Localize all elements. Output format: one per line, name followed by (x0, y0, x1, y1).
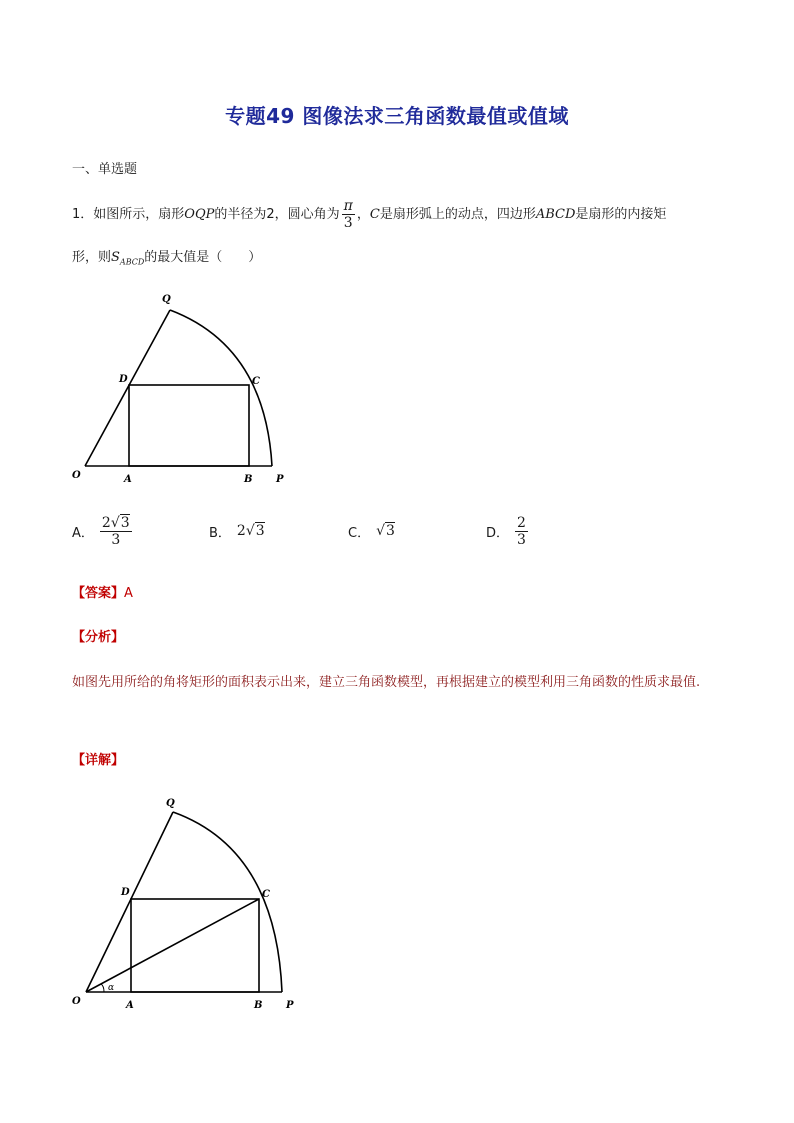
option-b-letter: B． (209, 525, 231, 541)
option-d[interactable] (486, 510, 530, 552)
option-a-coef: 2 (101, 514, 111, 531)
option-a-sqrt: √3 (110, 514, 130, 531)
label-d: D (119, 374, 128, 385)
option-a-numerator (100, 515, 132, 532)
label-o: O (72, 470, 81, 481)
area-subscript: ABCD (119, 257, 145, 267)
line-oq (85, 310, 170, 466)
question-line-2 (72, 248, 261, 273)
question-text-4: 是扇形弧上的动点，四边形 (379, 207, 536, 222)
figure-sector-2 (66, 794, 306, 1014)
question-text-7: 的最大值是（ ） (144, 250, 262, 265)
line-oc (86, 899, 259, 992)
detail-label: 【详解】 (72, 753, 125, 768)
label-a: A (124, 474, 132, 485)
figure-sector-1 (66, 288, 296, 488)
label-a-2: A (126, 1000, 134, 1011)
angle-fraction (342, 198, 355, 231)
option-b-coef: 2 (236, 523, 246, 539)
label-o-2: O (72, 996, 81, 1007)
sector-name: OQP (184, 207, 215, 222)
label-c-2: C (262, 889, 270, 900)
option-b-radicand: 3 (255, 523, 265, 539)
option-c-value: √3 (376, 523, 395, 539)
option-b[interactable] (209, 510, 265, 552)
option-a-radicand: 3 (120, 514, 130, 531)
label-b: B (244, 474, 253, 485)
question-text-3: ， (356, 207, 370, 222)
question-text-5: 是扇形的内接矩 (575, 207, 667, 222)
point-c: C (369, 207, 380, 222)
option-b-value: 2√3 (236, 523, 265, 539)
rectangle-abcd (129, 385, 249, 466)
option-a-denominator: 3 (111, 531, 121, 548)
label-alpha: α (108, 983, 115, 993)
option-a-value (100, 515, 132, 548)
answer-label: 【答案】 (72, 586, 125, 601)
option-c-letter: C． (348, 525, 371, 541)
question-text-1: 如图所示，扇形 (93, 207, 185, 222)
answer-value: A (124, 586, 133, 601)
label-d-2: D (121, 887, 130, 898)
area-symbol: S (111, 250, 120, 265)
option-c-radicand: 3 (386, 523, 395, 539)
angle-numerator: π (343, 198, 353, 214)
label-b-2: B (254, 1000, 263, 1011)
line-oq-2 (86, 812, 173, 992)
question-number: 1． (72, 207, 94, 222)
sector-arc-2 (173, 812, 282, 992)
option-d-value (515, 515, 528, 548)
question-text-2: 的半径为2，圆心角为 (214, 207, 340, 222)
label-p-2: P (286, 1000, 294, 1011)
rectangle-abcd-2 (131, 899, 259, 992)
sector-arc (170, 310, 272, 466)
label-p: P (276, 474, 284, 485)
question-line-1 (72, 198, 666, 231)
answer-line (72, 582, 133, 601)
option-a-letter: A． (72, 525, 94, 541)
analysis-label: 【分析】 (72, 630, 125, 645)
option-a[interactable] (72, 510, 134, 552)
label-q: Q (162, 294, 171, 305)
option-c[interactable] (348, 510, 395, 552)
quad-name: ABCD (535, 207, 576, 222)
angle-arc (101, 984, 104, 992)
option-d-numerator: 2 (517, 514, 526, 531)
question-text-6: 形，则 (72, 250, 112, 265)
option-d-letter: D． (486, 525, 510, 541)
page-title: 专题49 图像法求三角函数最值或值域 (225, 104, 569, 128)
option-d-denominator: 3 (517, 531, 526, 548)
label-q-2: Q (166, 798, 175, 809)
label-c: C (252, 376, 260, 387)
section-heading: 一、单选题 (72, 162, 138, 177)
analysis-text: 如图先用所给的角将矩形的面积表示出来，建立三角函数模型，再根据建立的模型利用三角函数的性质求最值. (72, 675, 701, 690)
angle-denominator: 3 (343, 215, 353, 231)
